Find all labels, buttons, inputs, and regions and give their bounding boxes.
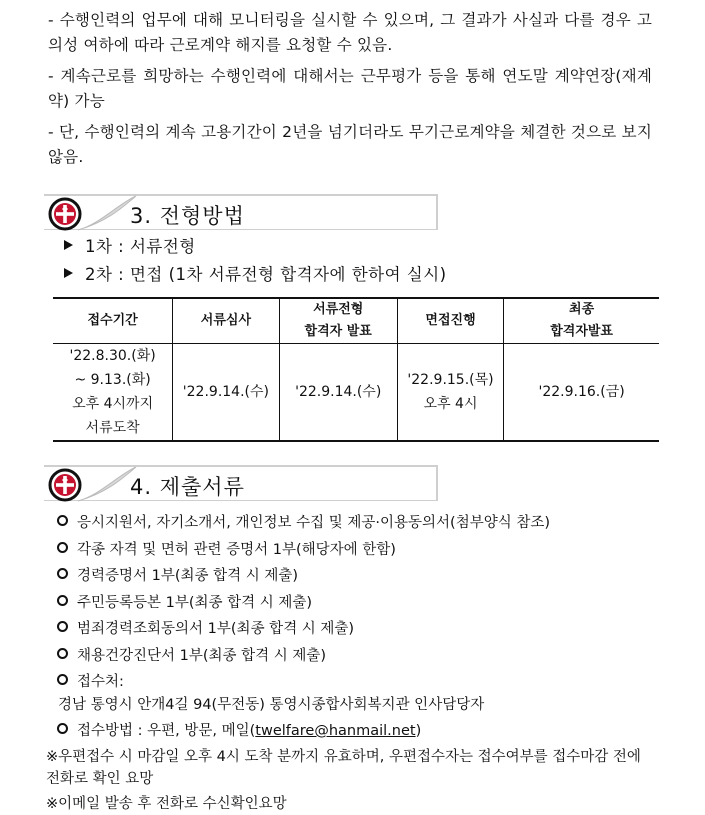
ring-bullet-icon — [57, 723, 68, 734]
list-item — [54, 643, 664, 670]
address-text: 경남 통영시 안개4길 94(무전동) 통영시종합사회복지관 인사담당자 — [58, 697, 485, 713]
header-document-review: 서류심사 — [173, 298, 279, 344]
header-final-result-line1: 최종 — [569, 302, 595, 317]
cell-period-line1: '22.8.30.(화) — [69, 348, 156, 364]
section-4-header — [44, 465, 438, 503]
submission-method — [54, 720, 421, 742]
cell-interview-line2: 오후 4시 — [423, 396, 478, 412]
header-application-period: 접수기간 — [53, 298, 173, 344]
step-2-text: 2차 : 면접 (1차 서류전형 합격자에 한하여 실시) — [85, 265, 447, 284]
step-1 — [64, 235, 196, 259]
intro-paragraph-3: - 단, 수행인력의 계속 고용기간이 2년을 넘기더라도 무기근로계약을 체결한 것으로 보지 않음. — [48, 123, 652, 166]
list-item-text: 각종 자격 및 면허 관련 증명서 1부(해당자에 한함) — [77, 541, 396, 558]
list-item — [54, 537, 664, 564]
intro-paragraph-1: - 수행인력의 업무에 대해 모니터링을 실시할 수 있으며, 그 결과가 사실과 다를 경우 고의성 여하에 따라 근로계약 해지를 요청할 수 있음. — [48, 11, 652, 54]
cell-interview — [397, 344, 503, 442]
ring-bullet-icon — [57, 595, 68, 606]
cell-application-period — [53, 344, 173, 442]
ring-bullet-icon — [57, 648, 68, 659]
email-link[interactable]: twelfare@hanmail.net — [255, 723, 416, 739]
cell-period-line2: ~ 9.13.(화) — [74, 372, 151, 388]
ring-bullet-icon — [57, 542, 68, 553]
section-3-header — [44, 194, 438, 232]
list-item — [54, 510, 664, 537]
list-item-text: 경력증명서 1부(최종 합격 시 제출) — [77, 568, 299, 584]
step-1-text: 1차 : 서류전형 — [85, 237, 196, 256]
cell-period-line4: 서류도착 — [85, 420, 140, 436]
ring-bullet-icon — [57, 674, 68, 685]
triangle-bullet-icon — [64, 268, 73, 278]
caritas-logo-icon — [48, 197, 82, 231]
schedule-table — [53, 297, 659, 442]
header-final-result-line2: 합격자발표 — [550, 324, 613, 339]
section-3-title: 3. 전형방법 — [130, 204, 245, 228]
list-item — [54, 590, 664, 617]
method-suffix: ) — [415, 723, 422, 739]
header-interview: 면접진행 — [397, 298, 503, 344]
list-item — [54, 616, 664, 643]
list-item — [54, 563, 664, 590]
header-document-result-line2: 합격자 발표 — [304, 324, 372, 339]
cell-period-line3: 오후 4시까지 — [72, 396, 154, 412]
triangle-bullet-icon — [64, 240, 73, 250]
cell-final-result: '22.9.16.(금) — [504, 344, 659, 442]
cell-interview-line1: '22.9.15.(목) — [407, 372, 494, 388]
document-list — [54, 510, 664, 696]
list-item-text: 접수처: — [77, 674, 124, 690]
list-item-text: 응시지원서, 자기소개서, 개인정보 수집 및 제공·이용동의서(첨부양식 참조) — [77, 515, 551, 531]
email-note: ※이메일 발송 후 전화로 수신확인요망 — [46, 796, 287, 812]
postal-note: ※우편접수 시 마감일 오후 4시 도착 분까지 유효하며, 우편접수자는 접수여부를 접수마감 전에 전화로 확인 요망 — [46, 749, 641, 787]
step-2 — [64, 263, 447, 287]
ring-bullet-icon — [57, 515, 68, 526]
list-item-text: 주민등록등본 1부(최종 합격 시 제출) — [77, 594, 313, 611]
list-item — [54, 669, 664, 696]
caritas-logo-icon — [48, 468, 82, 502]
cell-document-review: '22.9.14.(수) — [173, 344, 279, 442]
list-item-text: 범죄경력조회동의서 1부(최종 합격 시 제출) — [77, 621, 355, 637]
section-4-title: 4. 제출서류 — [130, 475, 245, 499]
header-document-result-line1: 서류전형 — [313, 302, 364, 317]
method-prefix: 접수방법 : 우편, 방문, 메일( — [77, 723, 256, 739]
list-item-text: 채용건강진단서 1부(최종 합격 시 제출) — [77, 647, 327, 664]
header-document-result — [279, 298, 397, 344]
table-header-row — [53, 298, 659, 344]
ring-bullet-icon — [57, 568, 68, 579]
intro-paragraph-2: - 계속근로를 희망하는 수행인력에 대해서는 근무평가 등을 통해 연도말 계약연장(재계약) 가능 — [48, 67, 652, 110]
ring-bullet-icon — [57, 621, 68, 632]
cell-document-result: '22.9.14.(수) — [279, 344, 397, 442]
table-row — [53, 344, 659, 442]
header-final-result — [504, 298, 659, 344]
